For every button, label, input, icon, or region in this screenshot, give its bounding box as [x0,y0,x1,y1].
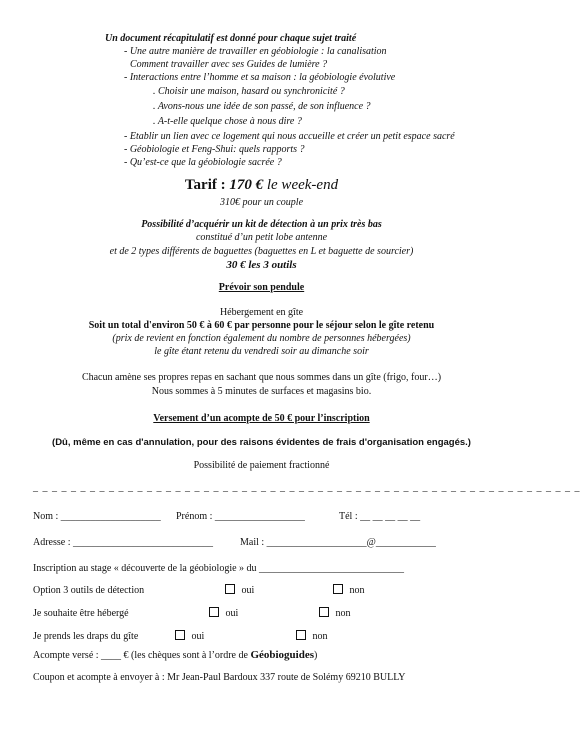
kit-line1: constitué d’un petit lobe antenne [195,232,328,243]
hebergement-title: Hébergement en gîte [219,307,304,318]
stage-field[interactable]: Inscription au stage « découverte de la géobiologie » du _____________________________ [33,563,405,574]
intro-item: . Avons-nous une idée de son passé, de son influence ? [153,101,371,112]
annulation-note: (Dû, même en cas d'annulation, pour des raisons évidentes de frais d'organisation engagés.) [52,437,471,448]
paiement-fractionne: Possibilité de paiement fractionné [193,460,330,471]
non-label: non [349,585,365,596]
checkbox-icon[interactable] [319,607,329,617]
mail-field[interactable]: Mail : ____________________@____________ [240,537,436,548]
heberge-label: Je souhaite être hébergé [33,608,129,619]
heberge-non-option[interactable] [319,607,351,619]
kit-price: 30 € les 3 outils [226,259,297,271]
hebergement-note2: le gîte étant retenu du vendredi soir au dimanche soir [154,346,369,357]
intro-heading: Un document récapitulatif est donné pour chaque sujet traité [105,33,357,44]
oui-label: oui [225,608,239,619]
acompte-payee: Géobioguides [250,649,315,661]
kit-pendule: Prévoir son pendule [218,282,305,293]
checkbox-icon[interactable] [333,584,343,594]
intro-item: - Une autre manière de travailler en géobiologie : la canalisation [124,46,387,57]
cut-line: _ _ _ _ _ _ _ _ _ _ _ _ _ _ _ _ _ _ _ _ _ _ _ _ _ _ _ _ _ _ _ _ _ _ _ _ _ _ _ _ _ _ _ _ _ _ _ _ _ _ _ _ _ _ _ _ _ _ [33,482,581,493]
prenom-field[interactable]: Prénom : __________________ [176,511,305,522]
coupon-address: Coupon et acompte à envoyer à : Mr Jean-Paul Bardoux 337 route de Solémy 69210 BULLY [33,672,406,683]
checkbox-icon[interactable] [225,584,235,594]
adresse-field[interactable]: Adresse : ____________________________ [33,537,213,548]
hebergement-total: Soit un total d'environ 50 € à 60 € par personne pour le séjour selon le gîte retenu [88,320,435,331]
outils-label: Option 3 outils de détection [33,585,145,596]
tarif-amount: 170 € [229,177,264,193]
checkbox-icon[interactable] [175,630,185,640]
acompte-suffix: ) [314,650,318,661]
draps-oui-option[interactable] [175,630,204,642]
tarif-label: Tarif : [184,177,226,193]
repas-line2: Nous sommes à 5 minutes de surfaces et magasins bio. [151,386,372,397]
intro-item: - Géobiologie et Feng-Shui: quels rapports ? [124,144,305,155]
intro-item: - Etablir un lien avec ce logement qui nous accueille et créer un petit espace sacré [124,131,455,142]
kit-title: Possibilité d’acquérir un kit de détection à un prix très bas [141,219,382,230]
tarif-couple: 310€ pour un couple [219,197,304,208]
intro-item: - Interactions entre l’homme et sa maison : la géobiologie évolutive [124,72,396,83]
intro-item: - Qu’est-ce que la géobiologie sacrée ? [124,157,282,168]
draps-label: Je prends les draps du gîte [33,631,139,642]
tarif-line [0,177,523,194]
nom-field[interactable]: Nom : ____________________ [33,511,161,522]
intro-item: . Choisir une maison, hasard ou synchronicité ? [153,86,345,97]
checkbox-icon[interactable] [209,607,219,617]
acompte-line[interactable] [33,649,317,661]
draps-non-option[interactable] [296,630,328,642]
non-label: non [335,608,351,619]
kit-line2: et de 2 types différents de baguettes (baguettes en L et baguette de sourcier) [109,246,414,257]
outils-oui-option[interactable] [225,584,254,596]
intro-item: . A-t-elle quelque chose à nous dire ? [153,116,302,127]
non-label: non [312,631,328,642]
hebergement-note1: (prix de revient en fonction également du nombre de personnes hébergées) [112,333,411,344]
tel-field[interactable]: Tél : __ __ __ __ __ [339,511,421,522]
oui-label: oui [241,585,255,596]
heberge-oui-option[interactable] [209,607,238,619]
tarif-period: le week-end [266,177,339,193]
versement-title: Versement d’un acompte de 50 € pour l’inscription [153,413,370,424]
outils-non-option[interactable] [333,584,365,596]
oui-label: oui [191,631,205,642]
repas-line1: Chacun amène ses propres repas en sachant que nous sommes dans un gîte (frigo, four…) [81,372,442,383]
checkbox-icon[interactable] [296,630,306,640]
acompte-prefix: Acompte versé : ____ € (les chèques sont à l’ordre de [33,650,251,661]
intro-item: Comment travailler avec ses Guides de lumière ? [130,59,328,70]
